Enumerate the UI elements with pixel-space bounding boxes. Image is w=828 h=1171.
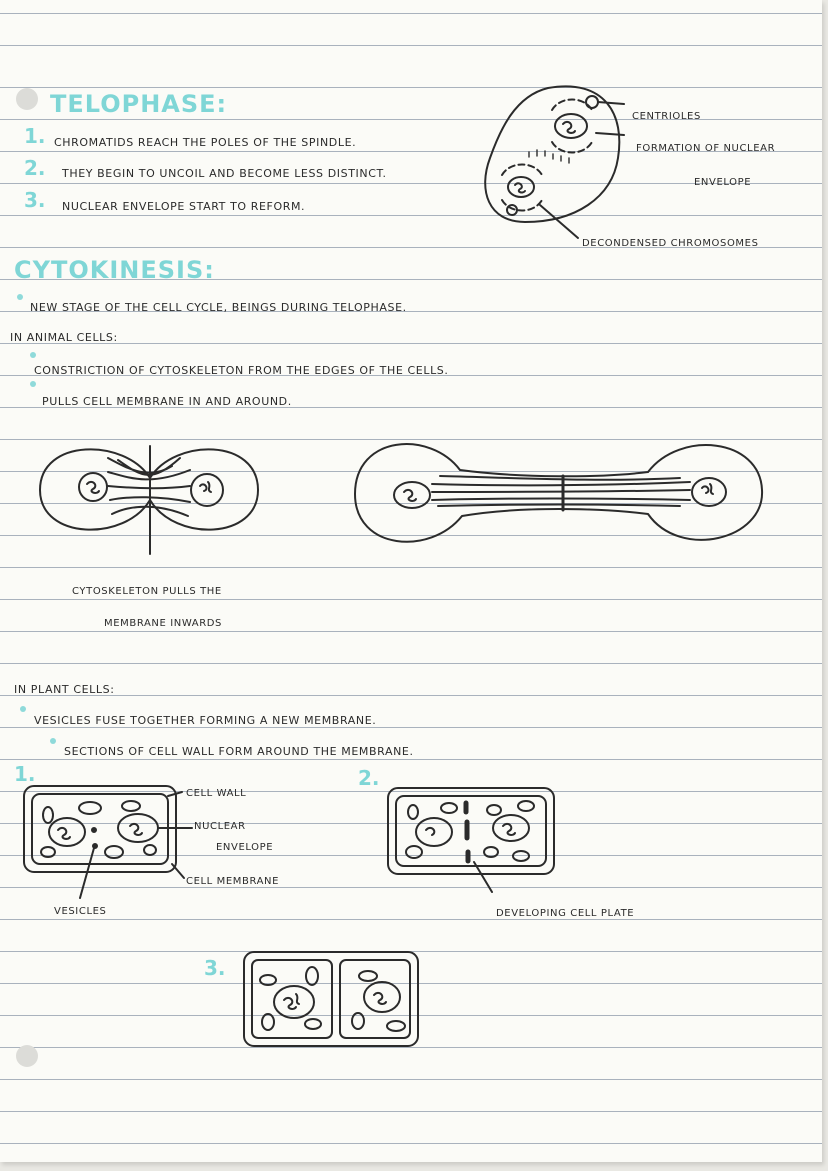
telophase-step: NUCLEAR ENVELOPE START TO REFORM. — [62, 200, 306, 213]
step-number: 1. — [24, 124, 46, 148]
label-nuclear-envelope-2: ENVELOPE — [694, 177, 752, 188]
label-decondensed-chromosomes: DECONDENSED CHROMOSOMES — [582, 238, 759, 249]
step-number: 2. — [24, 156, 46, 180]
plant-step-number: 3. — [204, 956, 226, 980]
label-vesicles: VESICLES — [54, 906, 107, 917]
label-envelope: ENVELOPE — [216, 842, 274, 853]
animal-caption-2: MEMBRANE INWARDS — [104, 618, 223, 629]
label-nuclear: NUCLEAR — [194, 821, 246, 832]
plant-cells-heading: IN PLANT CELLS: — [14, 683, 115, 696]
plant-step-number: 1. — [14, 762, 36, 786]
label-centrioles: CENTRIOLES — [632, 111, 701, 122]
cytokinesis-intro: NEW STAGE OF THE CELL CYCLE, BEINGS DURING TELOPHASE. — [30, 301, 407, 314]
animal-caption: CYTOSKELETON PULLS THE — [72, 586, 222, 597]
telophase-title: TELOPHASE: — [50, 90, 228, 118]
plant-point: SECTIONS OF CELL WALL FORM AROUND THE MEMBRANE. — [64, 745, 414, 758]
animal-cells-heading: IN ANIMAL CELLS: — [10, 331, 118, 344]
plant-point: VESICLES FUSE TOGETHER FORMING A NEW MEMBRANE. — [34, 714, 377, 727]
telophase-step: CHROMATIDS REACH THE POLES OF THE SPINDLE. — [54, 136, 357, 149]
label-cell-wall: CELL WALL — [186, 788, 247, 799]
step-number: 3. — [24, 188, 46, 212]
label-cell-membrane: CELL MEMBRANE — [186, 876, 280, 887]
animal-point: PULLS CELL MEMBRANE IN AND AROUND. — [42, 395, 292, 408]
label-developing-cell-plate: DEVELOPING CELL PLATE — [496, 908, 635, 919]
label-nuclear-envelope: FORMATION OF NUCLEAR — [636, 143, 776, 154]
plant-step-number: 2. — [358, 766, 380, 790]
cytokinesis-title: CYTOKINESIS: — [14, 256, 215, 284]
telophase-step: THEY BEGIN TO UNCOIL AND BECOME LESS DISTINCT. — [62, 167, 387, 180]
animal-point: CONSTRICTION OF CYTOSKELETON FROM THE EDGES OF THE CELLS. — [34, 364, 449, 377]
